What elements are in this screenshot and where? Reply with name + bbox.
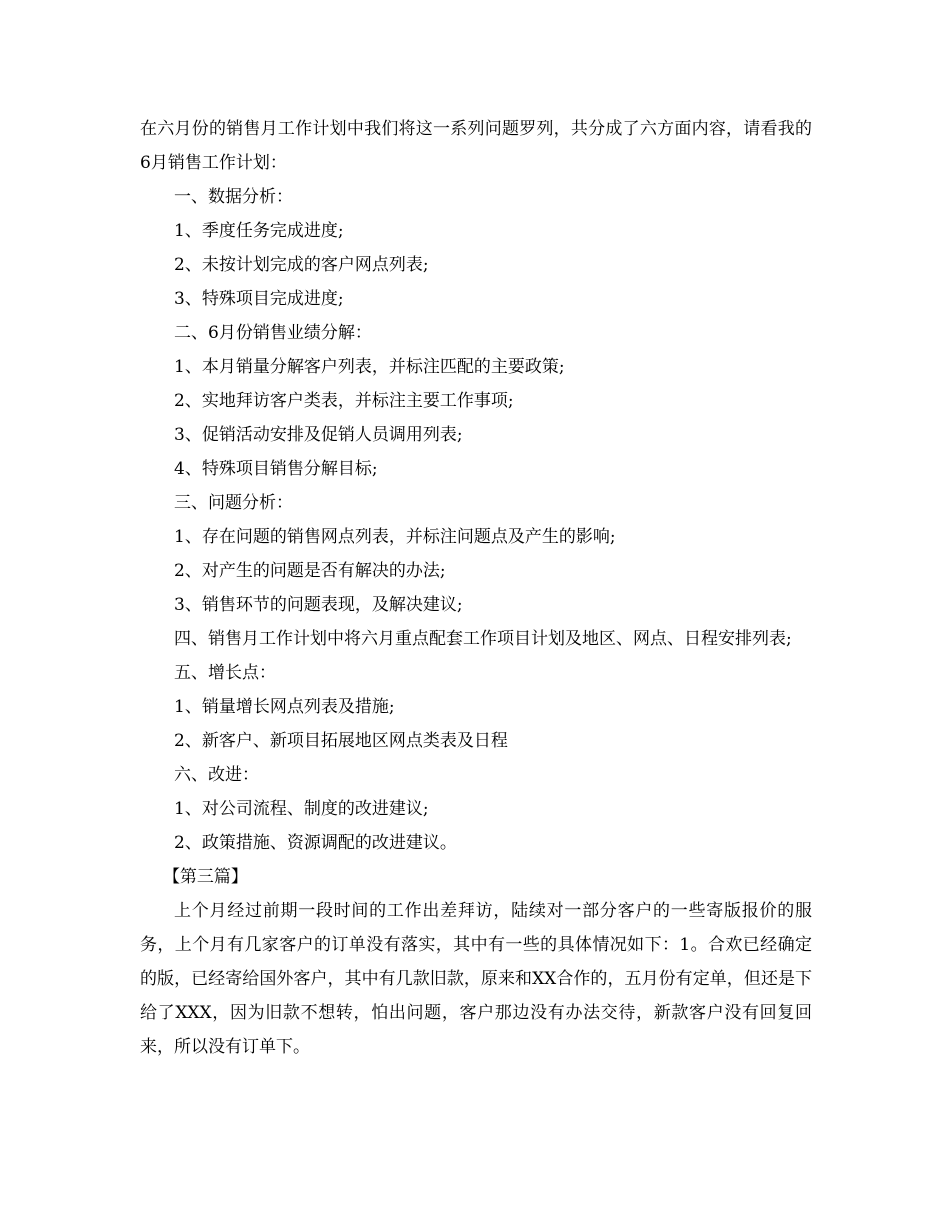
list-item: 2、对产生的问题是否有解决的办法; [174, 561, 446, 581]
list-item: 1、对公司流程、制度的改进建议; [174, 799, 429, 819]
list-item: 1、存在问题的销售网点列表，并标注问题点及产生的影响; [174, 527, 616, 547]
intro-paragraph: 在六月份的销售月工作计划中我们将这一系列问题罗列，共分成了六方面内容，请看我的6月销售工作计划： [140, 119, 812, 173]
section-heading-sales-breakdown: 二、6月份销售业绩分解： [174, 323, 372, 343]
section-heading-key-projects: 四、销售月工作计划中将六月重点配套工作项目计划及地区、网点、日程安排列表; [174, 629, 792, 649]
list-item: 3、销售环节的问题表现，及解决建议; [174, 595, 463, 615]
list-item: 1、本月销量分解客户列表，并标注匹配的主要政策; [174, 357, 565, 377]
list-item: 3、促销活动安排及促销人员调用列表; [174, 425, 463, 445]
list-item: 2、政策措施、资源调配的改进建议。 [174, 833, 457, 853]
section-heading-growth-points: 五、增长点： [174, 663, 276, 683]
document-page [140, 112, 812, 1064]
list-item: 3、特殊项目完成进度; [174, 289, 344, 309]
list-item: 4、特殊项目销售分解目标; [174, 459, 378, 479]
list-item: 2、新客户、新项目拓展地区网点类表及日程 [174, 731, 508, 751]
section-heading-data-analysis: 一、数据分析： [174, 187, 293, 207]
list-item: 2、未按计划完成的客户网点列表; [174, 255, 429, 275]
part-three-title: 【第三篇】 [162, 867, 248, 887]
section-heading-problem-analysis: 三、问题分析： [174, 493, 293, 513]
list-item: 1、销量增长网点列表及措施; [174, 697, 395, 717]
body-paragraph: 上个月经过前期一段时间的工作出差拜访，陆续对一部分客户的一些寄版报价的服务，上个月有几家客户的订单没有落实，其中有一些的具体情况如下：1。合欢已经确定的版，已经寄给国外客户，其中有几款旧款，原来和XX合作的，五月份有定单，但还是下给了XXX，因为旧款不想转，怕出问题，客户那边没有办法交待，新款客户没有回复回来，所以没有订单下。 [140, 901, 812, 1057]
section-heading-improvements: 六、改进： [174, 765, 259, 785]
list-item: 1、季度任务完成进度; [174, 221, 344, 241]
list-item: 2、实地拜访客户类表，并标注主要工作事项; [174, 391, 514, 411]
